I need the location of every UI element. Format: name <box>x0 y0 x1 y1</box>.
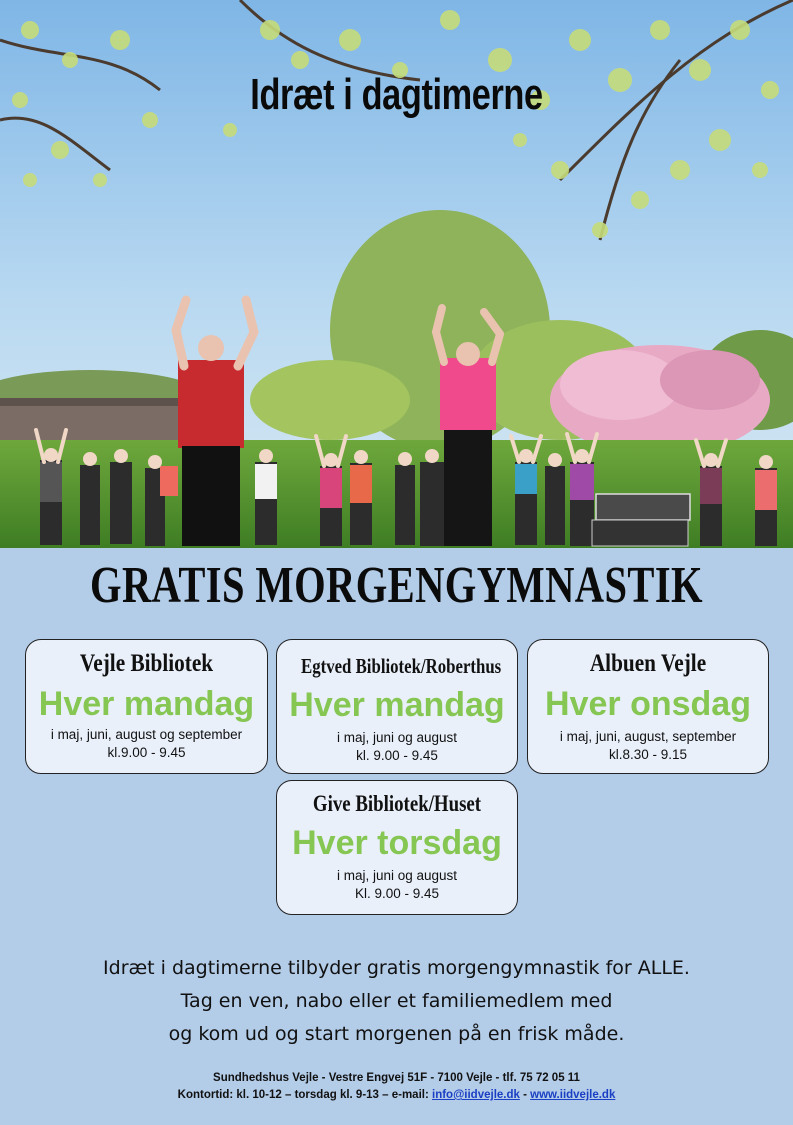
website-link[interactable]: www.iidvejle.dk <box>530 1089 616 1101</box>
card-weekday: Hver mandag <box>38 685 255 723</box>
footer-contact <box>0 1070 793 1104</box>
footer-office-hours <box>0 1087 793 1104</box>
header-title: Idræt i dagtimerne <box>250 70 543 119</box>
card-time: kl.9.00 - 9.45 <box>107 745 186 760</box>
card-location-name: Albuen Vejle <box>589 650 707 677</box>
location-card-albuen-vejle <box>527 639 769 774</box>
footer-address: Sundhedshus Vejle - Vestre Engvej 51F - 7100 Vejle - tlf. 75 72 05 11 <box>213 1072 580 1084</box>
card-location-name: Egtved Bibliotek/Roberthus <box>301 654 502 678</box>
email-link[interactable]: info@iidvejle.dk <box>432 1089 520 1101</box>
card-weekday: Hver onsdag <box>545 685 751 723</box>
location-card-give-bibliotek <box>276 780 518 915</box>
card-weekday: Hver torsdag <box>292 824 502 862</box>
card-location-name: Give Bibliotek/Huset <box>312 791 482 816</box>
card-time: kl.8.30 - 9.15 <box>608 747 688 762</box>
description-line-2: Tag en ven, nabo eller et familiemedlem med <box>180 990 613 1012</box>
card-months: i maj, juni og august <box>336 868 458 883</box>
description-text <box>0 952 793 1051</box>
card-time: Kl. 9.00 - 9.45 <box>354 886 440 901</box>
card-weekday: Hver mandag <box>289 686 505 724</box>
card-months: i maj, juni, august og september <box>50 727 243 742</box>
card-months: i maj, juni og august <box>336 730 458 745</box>
location-card-egtved-bibliotek <box>276 639 518 774</box>
location-card-vejle-bibliotek <box>25 639 268 774</box>
main-title: GRATIS MORGENGYMNASTIK <box>90 557 703 614</box>
footer-separator: - <box>519 1089 531 1101</box>
card-months: i maj, juni, august, september <box>559 729 737 744</box>
description-line-1: Idræt i dagtimerne tilbyder gratis morgengymnastik for ALLE. <box>103 957 690 979</box>
description-line-3: og kom ud og start morgenen på en frisk måde. <box>168 1023 625 1045</box>
card-time: kl. 9.00 - 9.45 <box>356 748 438 763</box>
footer-office-hours-text: Kontortid: kl. 10-12 – torsdag kl. 9-13 – e-mail: <box>177 1089 432 1101</box>
card-location-name: Vejle Bibliotek <box>79 650 214 677</box>
